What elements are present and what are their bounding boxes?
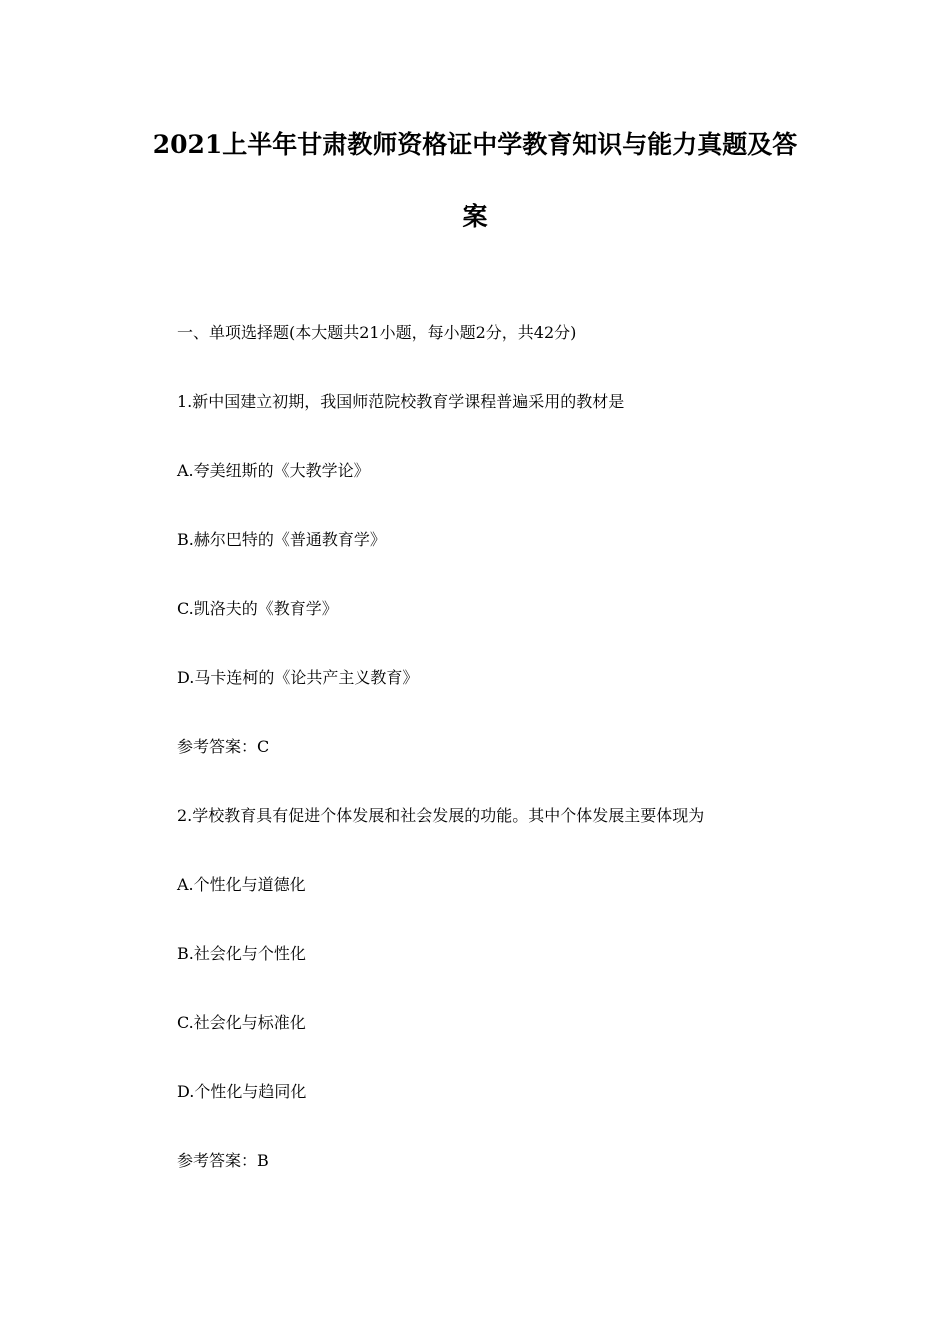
document-title-line-2: 案	[462, 202, 488, 231]
question-1-option-b: B.赫尔巴特的《普通教育学》	[177, 530, 386, 549]
question-2-option-d: D.个性化与趋同化	[177, 1082, 307, 1101]
document-title-line-1: 2021上半年甘肃教师资格证中学教育知识与能力真题及答	[152, 130, 798, 159]
question-1-option-d: D.马卡连柯的《论共产主义教育》	[177, 668, 419, 687]
question-1-option-a: A.夸美纽斯的《大教学论》	[177, 461, 370, 480]
question-1-option-c: C.凯洛夫的《教育学》	[177, 599, 338, 618]
question-1-stem: 1.新中国建立初期，我国师范院校教育学课程普遍采用的教材是	[177, 392, 625, 411]
question-2-option-a: A.个性化与道德化	[177, 875, 306, 894]
question-2-option-b: B.社会化与个性化	[177, 944, 306, 963]
question-1-answer: 参考答案：C	[177, 737, 270, 756]
section-heading: 一、单项选择题(本大题共21小题，每小题2分，共42分)	[177, 323, 577, 342]
question-2-option-c: C.社会化与标准化	[177, 1013, 306, 1032]
question-2-stem: 2.学校教育具有促进个体发展和社会发展的功能。其中个体发展主要体现为	[177, 806, 705, 825]
question-2-answer: 参考答案：B	[177, 1151, 269, 1170]
